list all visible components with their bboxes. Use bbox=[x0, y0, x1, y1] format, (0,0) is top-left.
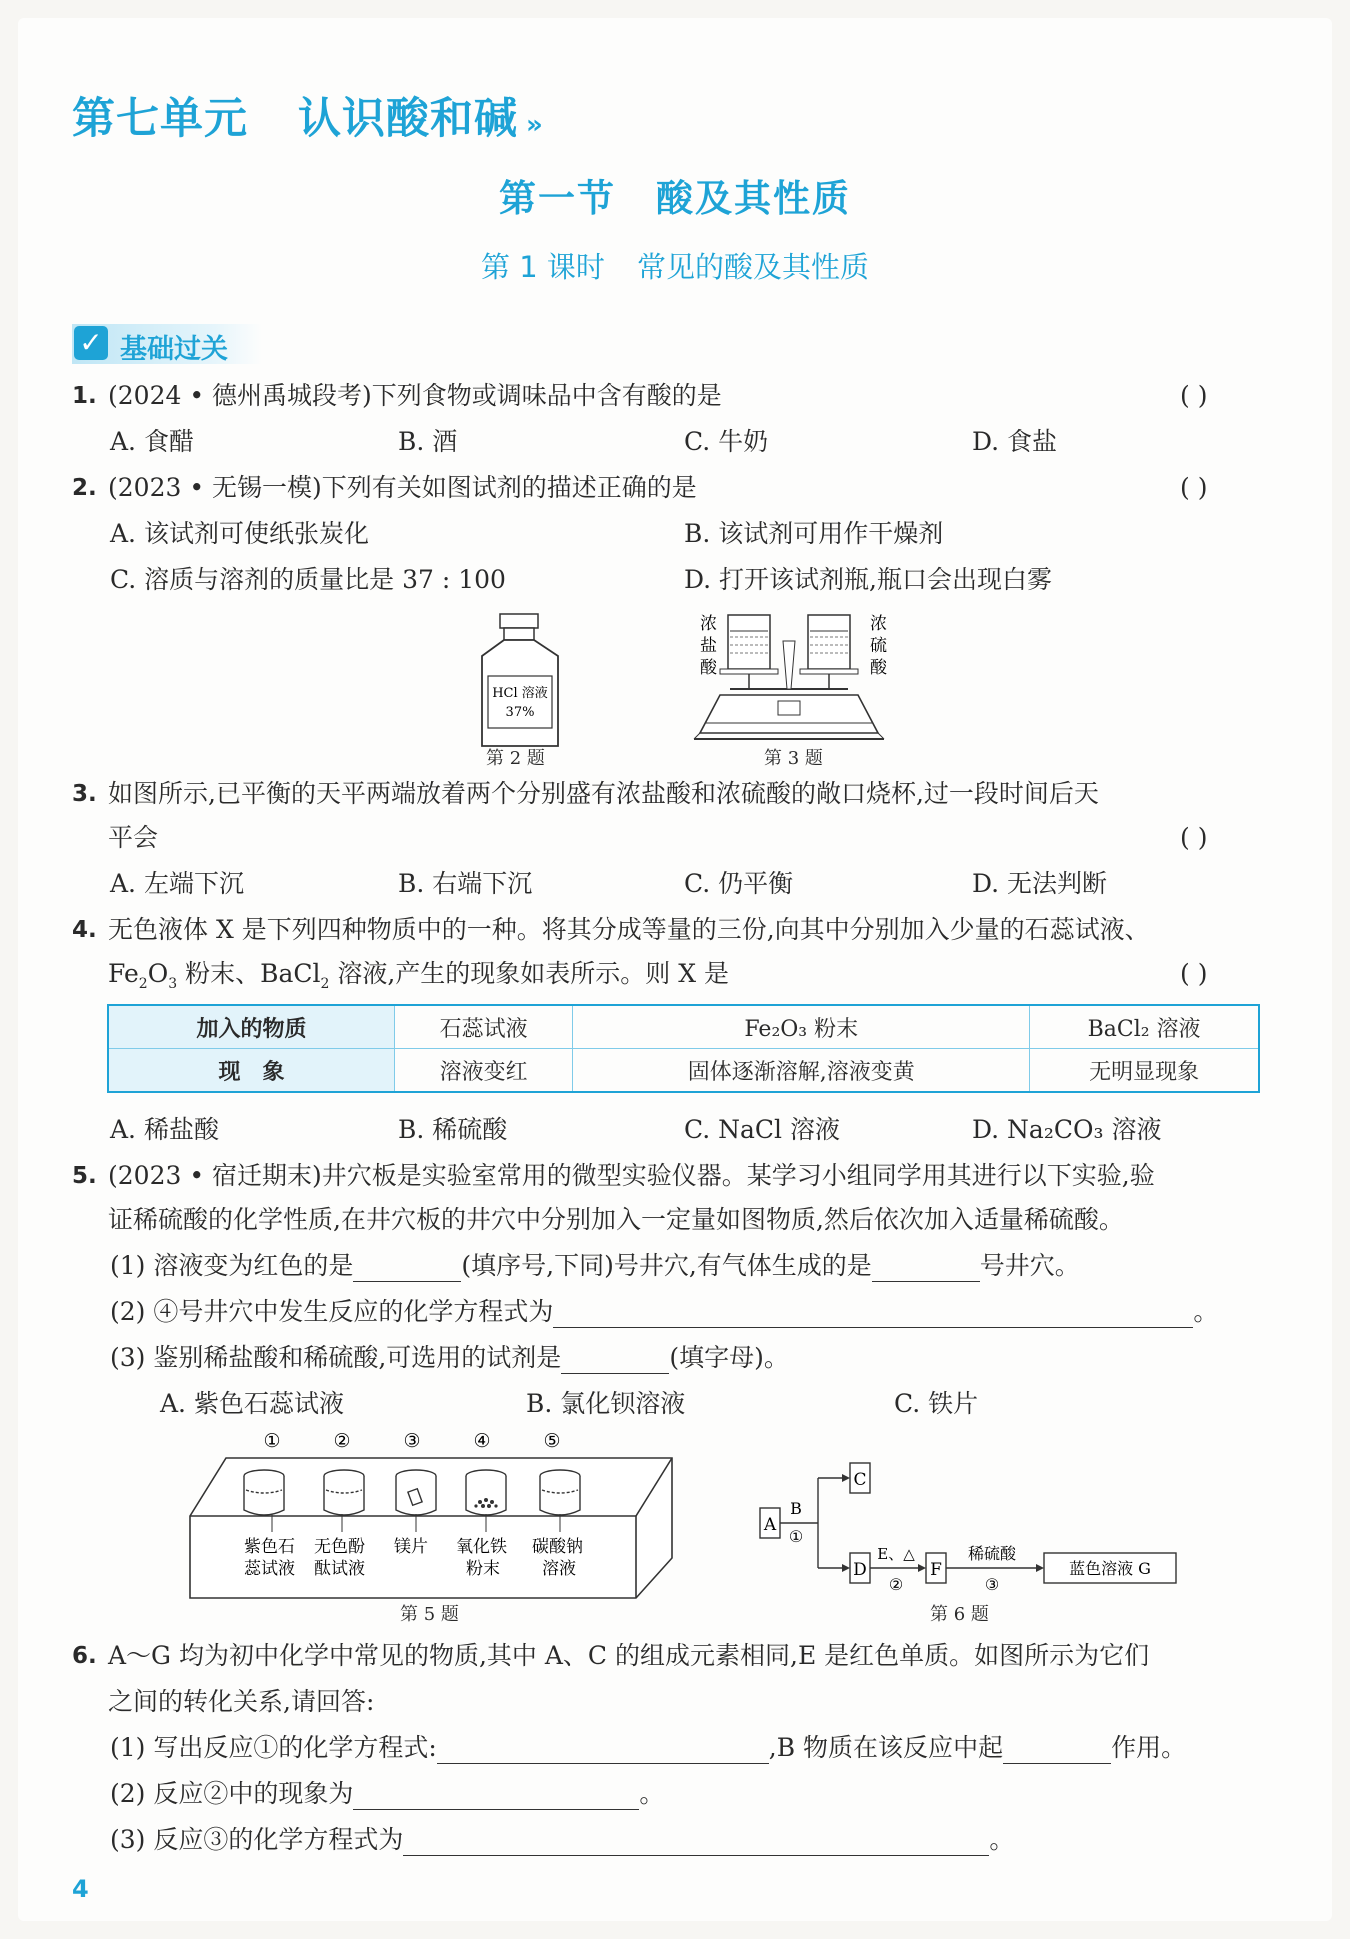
table-cell: 无明显现象 bbox=[1030, 1049, 1259, 1093]
fig2-label-line1: HCl 溶液 bbox=[492, 686, 548, 701]
node-f: F bbox=[930, 1560, 942, 1580]
section-number: 第一节 bbox=[499, 176, 616, 220]
section-banner bbox=[72, 324, 262, 364]
section-title bbox=[0, 168, 1350, 222]
q3-answer-paren[interactable]: ( ) bbox=[1180, 823, 1208, 852]
q5-stem-line2: 证稀硫酸的化学性质,在井穴板的井穴中分别加入一定量如图物质,然后依次加入适量稀硫酸。 bbox=[108, 1205, 1124, 1234]
fig3-right-char-1: 浓 bbox=[870, 614, 887, 634]
q3-number: 3. bbox=[72, 781, 97, 807]
fig5-caption: 第 5 题 bbox=[400, 1604, 459, 1625]
q6-blank-2[interactable] bbox=[1003, 1737, 1111, 1764]
q6-blank-4[interactable] bbox=[403, 1829, 989, 1856]
q3-option-a[interactable]: A. 左端下沉 bbox=[110, 869, 244, 898]
reagent-dilute-sulfuric-acid: 稀硫酸 bbox=[967, 1544, 1017, 1563]
fig6-caption: 第 6 题 bbox=[930, 1604, 989, 1625]
fig6-flow-diagram bbox=[752, 1450, 1192, 1600]
table-row bbox=[108, 1049, 1259, 1093]
q4-observation-table bbox=[107, 1004, 1260, 1093]
q6-stem-line2: 之间的转化关系,请回答: bbox=[108, 1687, 375, 1716]
well-label: 氧化铁 bbox=[456, 1537, 507, 1557]
q6-part2: (2) 反应②中的现象为 。 bbox=[110, 1779, 665, 1808]
node-d: D bbox=[853, 1560, 867, 1580]
q1-option-a[interactable]: A. 食醋 bbox=[110, 427, 194, 456]
q2-option-c[interactable]: C. 溶质与溶剂的质量比是 37 : 100 bbox=[110, 565, 506, 594]
q6-number: 6. bbox=[72, 1643, 97, 1669]
well-label: 无色酚 bbox=[314, 1537, 365, 1557]
q5-number: 5. bbox=[72, 1163, 97, 1189]
reaction-2: ② bbox=[888, 1575, 904, 1594]
q3-stem-line2: 平会 bbox=[108, 823, 159, 852]
q5-part1: (1) 溶液变为红色的是 (填序号,下同)号井穴,有气体生成的是 号井穴。 bbox=[110, 1251, 1080, 1280]
fig3-caption: 第 3 题 bbox=[764, 748, 823, 769]
fig3-balance bbox=[690, 605, 895, 745]
well-number: ② bbox=[333, 1430, 351, 1452]
q5-option-b[interactable]: B. 氯化钡溶液 bbox=[526, 1389, 686, 1418]
q4-stem-line2: $Fe_2O_3$ 粉末、BaCl$_2$ 溶液,产生的现象如表所示。则 X 是 bbox=[108, 959, 729, 992]
q4-option-c[interactable]: C. NaCl 溶液 bbox=[684, 1115, 840, 1144]
fig3-right-char-3: 酸 bbox=[870, 658, 887, 678]
table-cell: BaCl₂ 溶液 bbox=[1030, 1005, 1259, 1049]
q6-blank-1[interactable] bbox=[437, 1737, 769, 1764]
q6-blank-3[interactable] bbox=[353, 1783, 639, 1810]
lesson-title bbox=[0, 245, 1350, 286]
q6-part3: (3) 反应③的化学方程式为 。 bbox=[110, 1825, 1015, 1854]
condition-e-heat: E、△ bbox=[877, 1545, 915, 1563]
page-number: 4 bbox=[72, 1875, 89, 1903]
well-label: 蕊试液 bbox=[244, 1559, 295, 1579]
node-a: A bbox=[763, 1515, 777, 1535]
q4-stem-line1: 无色液体 X 是下列四种物质中的一种。将其分成等量的三份,向其中分别加入少量的石蕊试液、 bbox=[108, 915, 1150, 944]
q6-part1: (1) 写出反应①的化学方程式: ,B 物质在该反应中起 作用。 bbox=[110, 1733, 1187, 1762]
fig3-left-char-2: 盐 bbox=[700, 636, 717, 656]
q2-number: 2. bbox=[72, 475, 97, 501]
q5-blank-4[interactable] bbox=[561, 1347, 669, 1374]
q5-blank-2[interactable] bbox=[872, 1255, 980, 1282]
q1-answer-paren[interactable]: ( ) bbox=[1180, 381, 1208, 410]
q5-blank-1[interactable] bbox=[353, 1255, 461, 1282]
q2-answer-paren[interactable]: ( ) bbox=[1180, 473, 1208, 502]
table-header-cell: 现 象 bbox=[108, 1049, 395, 1093]
well-label: 溶液 bbox=[542, 1559, 576, 1579]
fig3-right-char-2: 硫 bbox=[870, 636, 887, 656]
well-label: 粉末 bbox=[466, 1559, 500, 1579]
q1-option-d[interactable]: D. 食盐 bbox=[972, 427, 1058, 456]
q4-option-d[interactable]: D. Na₂CO₃ 溶液 bbox=[972, 1115, 1162, 1144]
q2-stem: (2023 • 无锡一模)下列有关如图试剂的描述正确的是 bbox=[108, 473, 697, 502]
reaction-1: ① bbox=[788, 1527, 804, 1546]
lesson-number: 第 1 课时 bbox=[481, 250, 605, 284]
q6-stem-line1: A～G 均为初中化学中常见的物质,其中 A、C 的组成元素相同,E 是红色单质。如图所示为它们 bbox=[108, 1641, 1150, 1670]
q1-number: 1. bbox=[72, 383, 97, 409]
q5-part3: (3) 鉴别稀盐酸和稀硫酸,可选用的试剂是 (填字母)。 bbox=[110, 1343, 789, 1372]
q5-option-c[interactable]: C. 铁片 bbox=[894, 1389, 979, 1418]
q2-option-a[interactable]: A. 该试剂可使纸张炭化 bbox=[110, 519, 369, 548]
double-chevron-icon: » bbox=[526, 110, 544, 140]
table-cell: 溶液变红 bbox=[395, 1049, 573, 1093]
q4-answer-paren[interactable]: ( ) bbox=[1180, 959, 1208, 988]
fig2-reagent-bottle bbox=[470, 612, 570, 752]
q5-option-a[interactable]: A. 紫色石蕊试液 bbox=[160, 1389, 344, 1418]
table-header-cell: 加入的物质 bbox=[108, 1005, 395, 1049]
well-number: ③ bbox=[403, 1430, 421, 1452]
fig5-well-plate bbox=[180, 1428, 680, 1608]
lesson-name: 常见的酸及其性质 bbox=[636, 250, 869, 284]
fig2-caption: 第 2 题 bbox=[486, 748, 545, 769]
reagent-b: B bbox=[790, 1499, 802, 1518]
fig2-label-line2: 37% bbox=[505, 705, 535, 720]
unit-title bbox=[72, 85, 544, 146]
q1-option-b[interactable]: B. 酒 bbox=[398, 427, 458, 456]
well-number: ① bbox=[263, 1430, 281, 1452]
fig3-left-char-1: 浓 bbox=[700, 614, 717, 634]
q2-option-d[interactable]: D. 打开该试剂瓶,瓶口会出现白雾 bbox=[684, 565, 1052, 594]
node-c: C bbox=[853, 1470, 867, 1490]
q1-option-c[interactable]: C. 牛奶 bbox=[684, 427, 769, 456]
table-cell: 石蕊试液 bbox=[395, 1005, 573, 1049]
well-label: 碳酸钠 bbox=[532, 1537, 583, 1557]
q5-part2: (2) ④号井穴中发生反应的化学方程式为 。 bbox=[110, 1297, 1219, 1326]
banner-label: 基础过关 bbox=[120, 334, 228, 365]
table-cell: 固体逐渐溶解,溶液变黄 bbox=[573, 1049, 1030, 1093]
table-row bbox=[108, 1005, 1259, 1049]
q3-option-b[interactable]: B. 右端下沉 bbox=[398, 869, 533, 898]
q5-stem-line1: (2023 • 宿迁期末)井穴板是实验室常用的微型实验仪器。某学习小组同学用其进行以下实验,验 bbox=[108, 1161, 1155, 1190]
section-name: 酸及其性质 bbox=[656, 176, 851, 220]
q3-option-d[interactable]: D. 无法判断 bbox=[972, 869, 1108, 898]
q4-option-a[interactable]: A. 稀盐酸 bbox=[110, 1115, 219, 1144]
well-number: ⑤ bbox=[543, 1430, 561, 1452]
q4-number: 4. bbox=[72, 917, 97, 943]
fig3-left-char-3: 酸 bbox=[700, 658, 717, 678]
reaction-3: ③ bbox=[984, 1575, 1000, 1594]
well-label: 紫色石 bbox=[244, 1537, 295, 1557]
q1-stem: (2024 • 德州禹城段考)下列食物或调味品中含有酸的是 bbox=[108, 381, 722, 410]
well-label: 酞试液 bbox=[314, 1559, 365, 1579]
table-cell: Fe₂O₃ 粉末 bbox=[573, 1005, 1030, 1049]
node-g: 蓝色溶液 G bbox=[1069, 1559, 1151, 1578]
checkmark-icon: ✓ bbox=[74, 326, 108, 360]
unit-name: 认识酸和碱 bbox=[298, 94, 518, 144]
well-number: ④ bbox=[473, 1430, 491, 1452]
q4-option-b[interactable]: B. 稀硫酸 bbox=[398, 1115, 508, 1144]
q3-option-c[interactable]: C. 仍平衡 bbox=[684, 869, 794, 898]
q5-blank-3[interactable] bbox=[553, 1301, 1193, 1328]
q3-stem-line1: 如图所示,已平衡的天平两端放着两个分别盛有浓盐酸和浓硫酸的敞口烧杯,过一段时间后天 bbox=[108, 779, 1099, 808]
well-label: 镁片 bbox=[394, 1537, 428, 1557]
unit-number: 第七单元 bbox=[72, 94, 248, 144]
q2-option-b[interactable]: B. 该试剂可用作干燥剂 bbox=[684, 519, 944, 548]
